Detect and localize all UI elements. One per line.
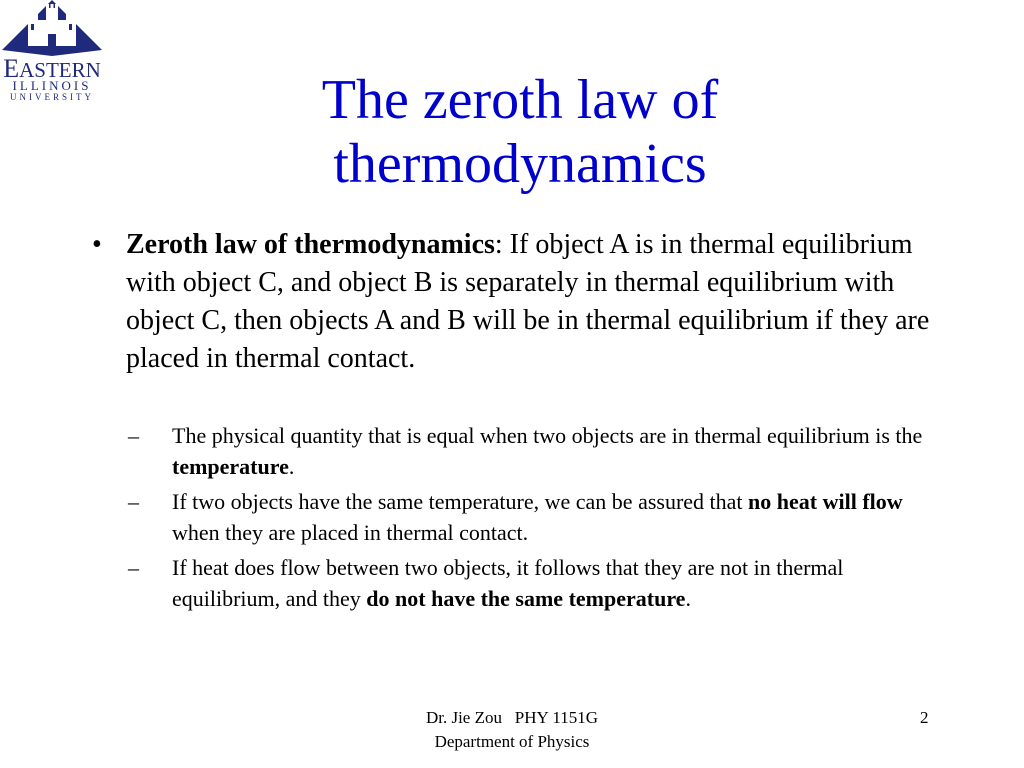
main-bullet-body: : If object A is in thermal equilibrium with object C, and object B is separately in thermal equilibrium with object C, then objects A and B will be in thermal equilibrium if they are placed in thermal contact. (126, 229, 930, 374)
footer-department: Department of Physics (434, 732, 590, 751)
bullet-marker: • (92, 229, 102, 260)
page-number: 2 (920, 708, 929, 727)
main-bullet-text (126, 226, 942, 378)
main-bullet-bold: Zeroth law of thermodynamics (126, 229, 495, 260)
title-line-1: The zeroth law of (321, 69, 719, 131)
sub-bullet-bold: temperature (172, 454, 289, 479)
sub-bullet (128, 486, 948, 548)
university-logo (0, 0, 104, 108)
dash-marker: – (128, 555, 139, 580)
logo-illinois-text: ILLINOIS (12, 78, 92, 93)
slide-footer (362, 706, 662, 754)
sub-bullet-text: If heat does flow between two objects, it follows that they are not in thermal equilibrium, and they do not have the same temperature. (172, 555, 844, 611)
slide-title (200, 68, 840, 196)
castle-icon (2, 0, 102, 56)
sub-bullet-list (128, 420, 948, 618)
footer-author-course: Dr. Jie Zou PHY 1151G (425, 708, 599, 727)
sub-bullet (128, 420, 948, 482)
sub-bullet-text: If two objects have the same temperature, we can be assured that no heat will flow when they are placed in thermal contact. (172, 489, 903, 545)
sub-bullet (128, 552, 948, 614)
title-line-2: thermodynamics (333, 133, 707, 195)
logo-eastern-text: EASTERN (3, 54, 101, 83)
dash-marker: – (128, 489, 139, 514)
main-bullet (92, 226, 942, 378)
dash-marker: – (128, 423, 139, 448)
sub-bullet-text: The physical quantity that is equal when two objects are in thermal equilibrium is the temperature. (172, 423, 923, 479)
sub-bullet-bold: no heat will flow (748, 489, 903, 514)
sub-bullet-bold: do not have the same temperature (366, 586, 686, 611)
logo-university-text: UNIVERSITY (10, 92, 94, 102)
